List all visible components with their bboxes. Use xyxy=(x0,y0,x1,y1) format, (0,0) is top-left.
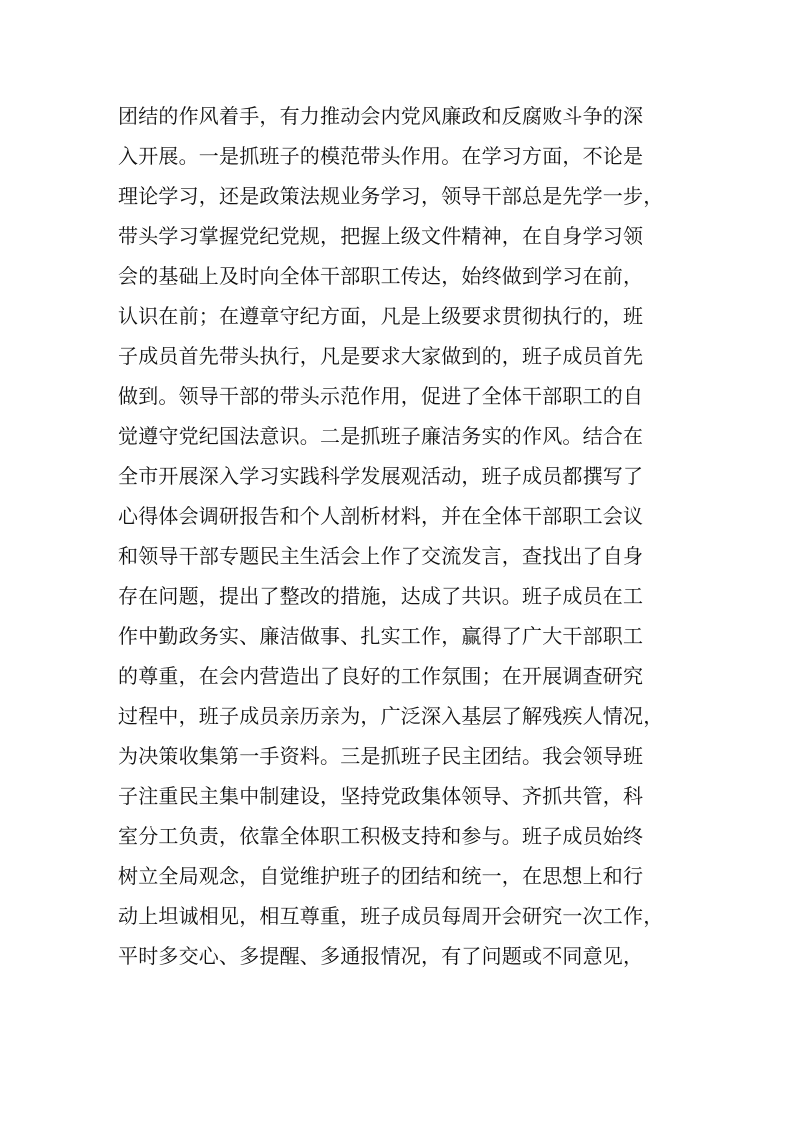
text-line-22: 平时多交心、多提醒、多通报情况，有了问题或不同意见， xyxy=(118,944,644,968)
text-line-19: 室分工负责，依靠全体职工积极支持和参与。班子成员始终 xyxy=(118,824,644,848)
text-line-17: 为决策收集第一手资料。三是抓班子民主团结。我会领导班 xyxy=(118,744,644,768)
text-line-4: 带头学习掌握党纪党规，把握上级文件精神，在自身学习领 xyxy=(118,224,644,248)
body-paragraph xyxy=(118,96,688,976)
text-line-7: 子成员首先带头执行，凡是要求大家做到的，班子成员首先 xyxy=(118,344,644,368)
text-line-21: 动上坦诚相见，相互尊重，班子成员每周开会研究一次工作， xyxy=(118,904,664,928)
text-line-16: 过程中，班子成员亲历亲为，广泛深入基层了解残疾人情况， xyxy=(118,704,664,728)
text-line-2: 入开展。一是抓班子的模范带头作用。在学习方面，不论是 xyxy=(118,144,644,168)
text-line-12: 和领导干部专题民主生活会上作了交流发言，查找出了自身 xyxy=(118,544,644,568)
text-line-8: 做到。领导干部的带头示范作用，促进了全体干部职工的自 xyxy=(118,384,644,408)
text-line-6: 认识在前；在遵章守纪方面，凡是上级要求贯彻执行的，班 xyxy=(118,304,644,328)
text-line-13: 存在问题，提出了整改的措施，达成了共识。班子成员在工 xyxy=(118,584,644,608)
text-line-1: 团结的作风着手，有力推动会内党风廉政和反腐败斗争的深 xyxy=(118,104,644,128)
text-line-14: 作中勤政务实、廉洁做事、扎实工作，赢得了广大干部职工 xyxy=(118,624,644,648)
text-line-15: 的尊重，在会内营造出了良好的工作氛围；在开展调查研究 xyxy=(118,664,644,688)
text-line-18: 子注重民主集中制建设，坚持党政集体领导、齐抓共管，科 xyxy=(118,784,644,808)
text-line-3: 理论学习，还是政策法规业务学习，领导干部总是先学一步， xyxy=(118,184,664,208)
text-line-11: 心得体会调研报告和个人剖析材料，并在全体干部职工会议 xyxy=(118,504,644,528)
text-line-10: 全市开展深入学习实践科学发展观活动，班子成员都撰写了 xyxy=(118,464,644,488)
text-line-20: 树立全局观念，自觉维护班子的团结和统一，在思想上和行 xyxy=(118,864,644,888)
text-line-9: 觉遵守党纪国法意识。二是抓班子廉洁务实的作风。结合在 xyxy=(118,424,644,448)
text-line-5: 会的基础上及时向全体干部职工传达，始终做到学习在前， xyxy=(118,264,644,288)
